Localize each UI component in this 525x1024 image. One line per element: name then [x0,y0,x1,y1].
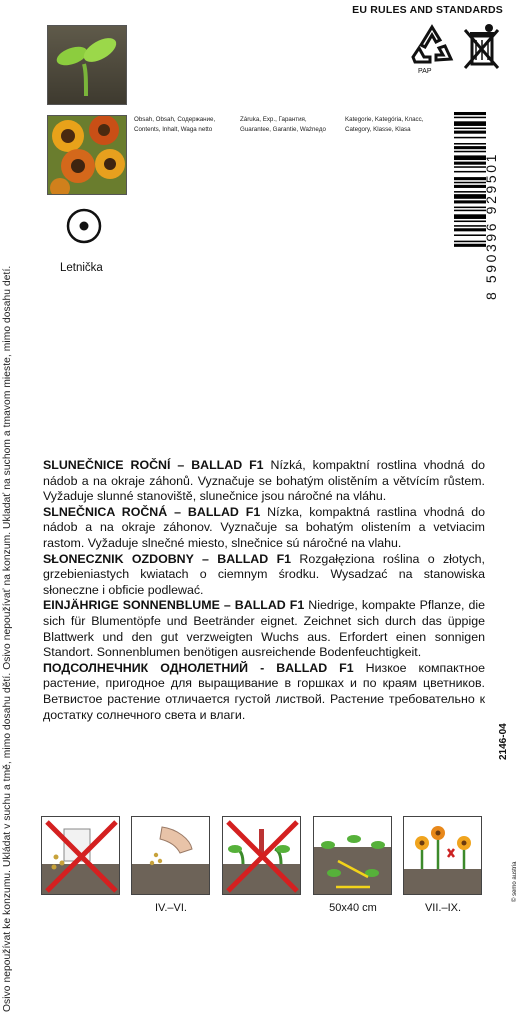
annual-label: Letnička [60,262,103,274]
description-de: EINJÄHRIGE SONNENBLUME – BALLAD F1 Niedrige, kompakte Pflanze, die sich für Blumentöpfe und Beetränder eignet. Zeichnet sich durch das üppige Blattwerk und den gut verzweigten Wuchs aus. Erfordert einen sonnigen Standort. Sonnenblumen benötigen ausreichende Bodenfeuchtigkeit. [43,598,485,660]
pap-label: PAP [418,68,432,75]
description-pl: SŁONECZNIK OZDOBNY – BALLAD F1 Rozgałęziona roślina o złotych, grzebieniastych kwiatach o ciemnym środku. Wysadzać na stanowiska słoneczne i obficie podlewać. [43,551,485,597]
flowering-period-label: VII.–IX. [424,902,462,914]
storage-notice: Osivo nepoužívat ke konzumu. Ukládat v suchu a tmě, mimo dosahu dětí. Osivo nepoužívať na konzum. Ukladať na suchom a tmavom mieste, mimo dosahu detí. [2,265,13,1012]
crossed-bin-icon [462,22,500,72]
sowing-period-label: IV.–VI. [154,902,187,914]
category-field-label: Kategorie, Kategória, Класс, Category, Klasse, Klasa [345,116,424,133]
product-code: 2146-04 [498,723,509,760]
sunflower-photo [47,115,127,195]
eu-rules-label: EU RULES AND STANDARDS [352,4,503,16]
recycle-icon [410,24,454,66]
annual-symbol-icon [66,208,102,244]
contents-field-label: Obsah, Obsah, Содержание, Contents, Inhalt, Waga netto [134,116,216,133]
sow-indoors-pictogram [41,816,120,895]
spacing-pictogram [313,816,392,895]
barcode-digits: 8 590396 929501 [483,152,499,300]
flowering-pictogram [403,816,482,895]
guarantee-field-label: Záruka, Exp., Гарантия, Guarantee, Garantie, Ważneдо [240,116,326,133]
sprout-photo [47,25,127,105]
description-sk: SLNEČNICA ROČNÁ – BALLAD F1 Nízka, kompaktná rastlina vhodná do nádob a na okraje záhonov. Vyznačuje sa bohatým olistením a vetviacim rastom. Vyžaduje slnečné miesto, slnečnice sú náročné na vlahu. [43,504,485,550]
description-block [43,458,485,723]
direct-sowing-pictogram [131,816,210,895]
copyright: © semo austria [512,861,518,902]
description-ru: ПОДСОЛНЕЧНИК ОДНОЛЕТНИЙ - BALLAD F1 Низкое компактное растение, пригодное для выращивание в горшках и по краям цветников. Ветвистое растение отличается густой листвой. Растение требовательно к достатку солнечного света и влаги. [43,660,485,722]
spacing-label: 50x40 cm [329,902,377,914]
transplant-pictogram [222,816,301,895]
description-cz: SLUNEČNICE ROČNÍ – BALLAD F1 Nízká, kompaktní rostlina vhodná do nádob a na okraje záhonů. Vyznačuje se bohatým olistěním a větvícím růstem. Vyžaduje slunné stanoviště, slunečnice jsou náročné na vláhu. [43,458,485,504]
